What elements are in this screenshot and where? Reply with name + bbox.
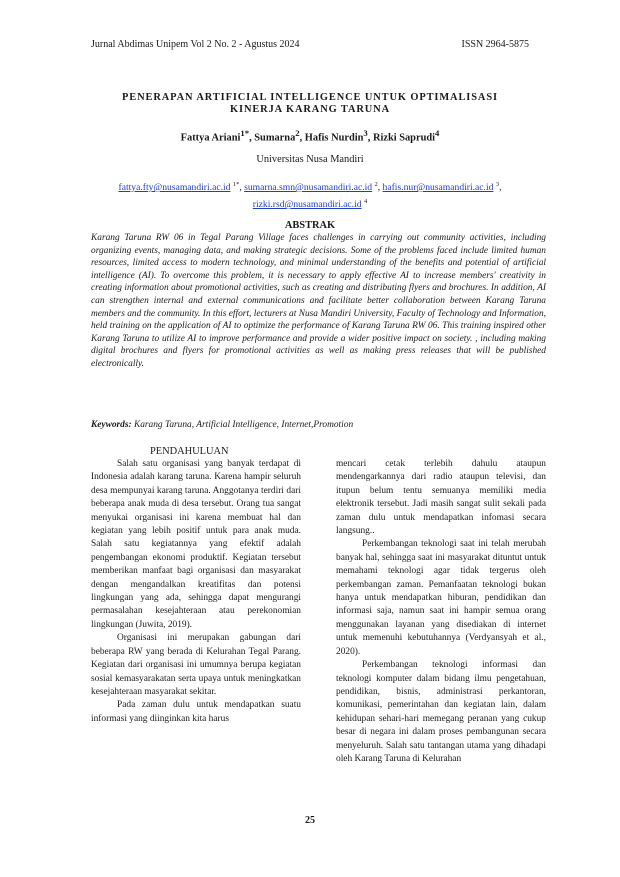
paragraph: Perkembangan teknologi saat ini telah merubah banyak hal, sehingga saat ini masyarakat dituntut untuk memahami teknologi agar tidak tergerus oleh perkembangan zaman. Pemanfaatan teknologi bukan hanya untuk mendapatkan hiburan, pendidikan dan informasi saja, namun saat ini hampir semua orang menggunakan layanan yang disediakan di internet untuk memenuhi kebutuhannya (Verdyansyah et al., 2020).: [336, 539, 546, 657]
email-sup: 4: [363, 198, 368, 206]
author-sup: 3: [363, 128, 368, 138]
author-sup: 1*: [240, 128, 250, 138]
keywords-text: Karang Taruna, Artificial Intelligence, Internet,Promotion: [133, 420, 354, 430]
email-link[interactable]: fattya.fty@nusamandiri.ac.id: [118, 182, 231, 194]
issn: ISSN 2964-5875: [461, 39, 529, 50]
email-link[interactable]: rizki.rsd@nusamandiri.ac.id: [252, 199, 362, 211]
section-heading: PENDAHULUAN: [150, 446, 229, 457]
paragraph: Salah satu organisasi yang banyak terdapat di Indonesia adalah karang taruna. Karena hampir seluruh desa mempunyai karang taruna. Anggotanya terdiri dari beberapa anak muda di desa tersebut. Orang tua sangat menyukai organisasi ini karena membuat hal dan kegiatan yang lebih positif untuk para anak muda. Salah satu kegiatannya yang efektif adalah pengembangan ekonomi produktif. Kegiatan tersebut memberikan manfaat bagi organisasi dan masyarakat dengan mengandalkan kreatifitas dan potensi lingkungan yang ada, sehingga dapat mengurangi permasalahan kesejahteraan atau perekonomian lingkungan (Juwita, 2019).: [91, 459, 301, 630]
author-name: Hafis Nurdin: [304, 132, 364, 144]
keywords-label: Keywords:: [91, 420, 132, 430]
author-sup: 2: [295, 128, 300, 138]
page-number: 25: [305, 815, 315, 826]
author-list: Fattya Ariani$^{1*}$, Sumarna$^2$, Hafis Nurdin$^3$, Rizki Saprudi$^4$: [180, 128, 440, 144]
affiliation: Universitas Nusa Mandiri: [256, 154, 364, 165]
author-sup: 4: [435, 128, 440, 138]
paragraph: Pada zaman dulu untuk mendapatkan suatu informasi yang diinginkan kita harus: [91, 700, 301, 724]
author-name: Sumarna: [254, 132, 296, 144]
email-sup: 3: [495, 181, 500, 188]
keywords: [91, 420, 546, 430]
author-name: Rizki Saprudi: [372, 132, 436, 144]
right-column: [336, 458, 546, 766]
left-column: [91, 458, 301, 726]
journal-name: Jurnal Abdimas Unipem Vol 2 No. 2 - Agustus 2024: [91, 39, 300, 50]
author-name: Fattya Ariani: [180, 132, 241, 144]
paragraph: Perkembangan teknologi informasi dan teknologi komputer dalam bidang ilmu pengetahuan, pendidikan, bisnis, administrasi perkantoran, komunikasi, pemerintahan dan kegiatan lain, dalam kehidupan sehari-hari memegang peranan yang cukup besar di negara ini dalam proses pembangunan secara menyeluruh. Salah satu tantangan utama yang dihadapi oleh Karang Taruna di Kelurahan: [336, 660, 546, 764]
email-link[interactable]: sumarna.smn@nusamandiri.ac.id: [244, 182, 373, 194]
abstract-text: Karang Taruna RW 06 in Tegal Parang Village faces challenges in carrying out community activities, including organizing events, managing data, and making strategic decisions. Some of the problems faced include limited human resources, limited access to modern technology, and minimal understanding of the benefits and potential of artificial intelligence (AI). To overcome this problem, it is necessary to apply effective AI to increase members' creativity in creating information about promotional activities, such as creating and distributing flyers and brochures. In addition, AI can strengthen internal and external communications and facilitate better collaboration between Karang Taruna members and the community. In this effort, lecturers at Nusa Mandiri University, Faculty of Technology and Information, held training on the application of AI to optimize the performance of Karang Taruna RW 06. This training inspired other Karang Taruna to utilize AI to improve performance and provide a wider positive impact on society. , including making digital brochures and flyers for promotional activities as well as making press releases that will be published electronically.: [91, 233, 546, 369]
paragraph: Organisasi ini merupakan gabungan dari beberapa RW yang berada di Kelurahan Tegal Parang. Kegiatan dari organisasi ini umumnya berupa kegiatan sosial kemasyarakatan serta upaya untuk meningkatkan kesejahteraan masyarakat sekitar.: [91, 633, 301, 697]
email-list: fattya.fty@nusamandiri.ac.id $^{1*}$, sumarna.smn@nusamandiri.ac.id $^2$, hafis.nur@nusamandiri.ac.id $^3$, rizki.rsd@nusamandiri.ac.id $^4$: [118, 181, 502, 211]
email-link[interactable]: hafis.nur@nusamandiri.ac.id: [382, 182, 494, 194]
email-sup: 2: [374, 181, 378, 188]
abstract-heading: ABSTRAK: [284, 220, 336, 231]
paper-title: PENERAPAN ARTIFICIAL INTELLIGENCE UNTUK OPTIMALISASI KINERJA KARANG TARUNA: [122, 92, 498, 115]
paragraph: mencari cetak terlebih dahulu ataupun mendengarkannya dari radio ataupun televisi, dan itupun belum tentu semuanya memiliki media elektronik tersebut. Jadi masih sangat sulit sekali pada zaman dulu untuk mendapatkan infomasi secara langsung..: [336, 459, 546, 537]
email-sup: 1*: [232, 181, 240, 188]
